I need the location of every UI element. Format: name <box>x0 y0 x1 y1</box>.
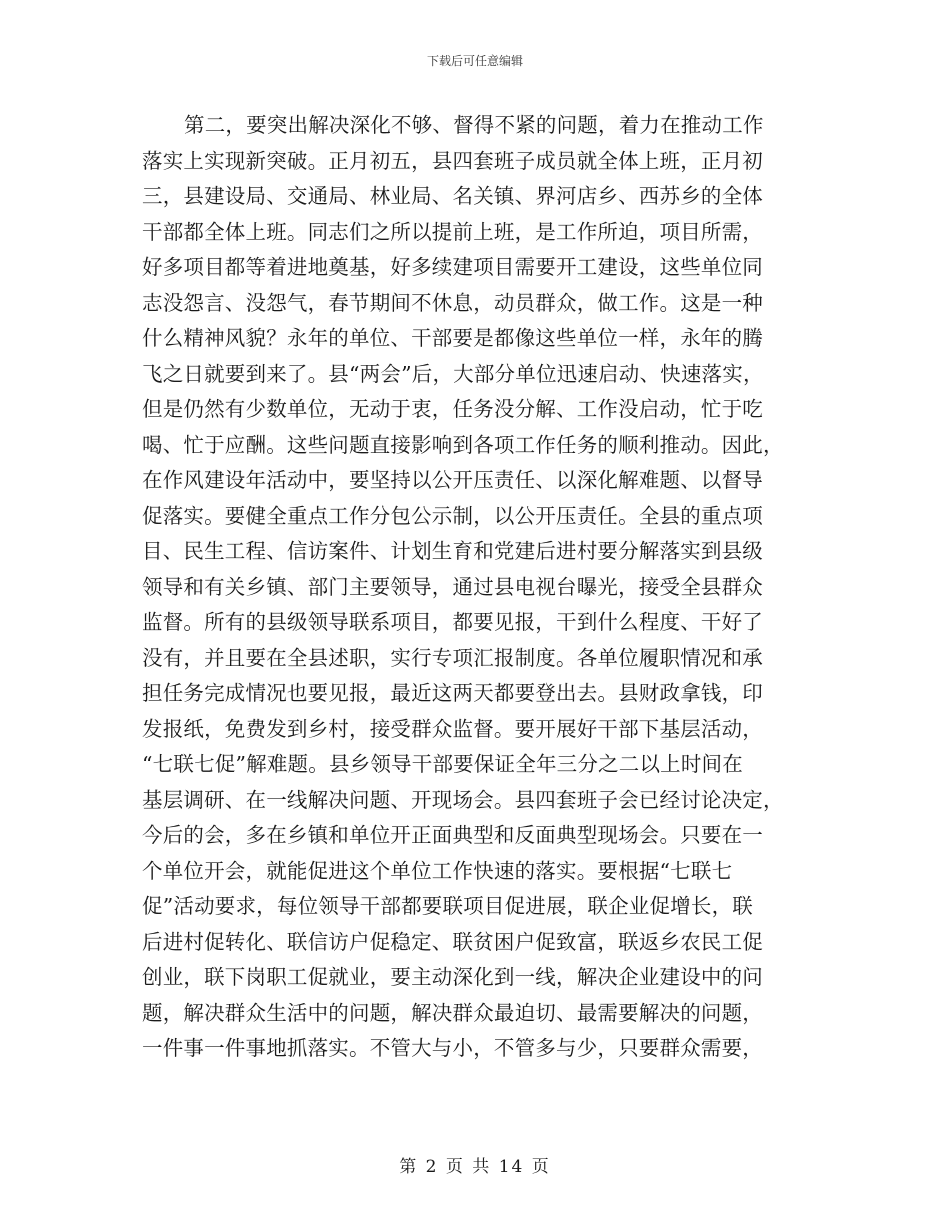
text-line: 三，县建设局、交通局、林业局、名关镇、界河店乡、西苏乡的全体 <box>142 184 763 208</box>
text-line: 基层调研、在一线解决问题、开现场会。县四套班子会已经讨论决定， <box>142 787 784 812</box>
text-line: 担任务完成情况也要见报，最近这两天都要登出去。县财政拿钱，印 <box>142 681 763 705</box>
text-line: 干部都全体上班。同志们之所以提前上班，是工作所迫，项目所需， <box>142 219 763 244</box>
text-line: 什么精神风貌？永年的单位、干部要是都像这些单位一样，永年的腾 <box>142 326 763 350</box>
text-line: 落实上实现新突破。正月初五，县四套班子成员就全体上班，正月初 <box>142 148 763 173</box>
text-line: 今后的会，多在乡镇和单位开正面典型和反面典型现场会。只要在一 <box>142 823 763 847</box>
text-line: 促”活动要求，每位领导干部都要联项目促进展，联企业促增长，联 <box>142 894 753 918</box>
text-line: 目、民生工程、信访案件、计划生育和党建后进村要分解落实到县级 <box>142 539 763 563</box>
text-line: 在作风建设年活动中，要坚持以公开压责任、以深化解难题、以督导 <box>142 468 763 492</box>
text-line: 好多项目都等着进地奠基，好多续建项目需要开工建设，这些单位同 <box>142 255 763 279</box>
text-line: 发报纸，免费发到乡村，接受群众监督。要开展好干部下基层活动， <box>142 716 763 741</box>
text-line: “七联七促”解难题。县乡领导干部要保证全年三分之二以上时间在 <box>142 752 743 776</box>
text-line: 飞之日就要到来了。县“两会”后，大部分单位迅速启动、快速落实， <box>142 361 764 386</box>
text-line: 但是仍然有少数单位，无动于衷，任务没分解、工作没启动，忙于吃 <box>142 397 763 421</box>
text-line: 促落实。要健全重点工作分包公示制，以公开压责任。全县的重点项 <box>142 503 763 528</box>
text-line: 一件事一件事地抓落实。不管大与小，不管多与少，只要群众需要， <box>142 1036 763 1060</box>
text-line: 领导和有关乡镇、部门主要领导，通过县电视台曝光，接受全县群众 <box>142 574 763 599</box>
text-line: 没有，并且要在全县述职，实行专项汇报制度。各单位履职情况和承 <box>142 645 763 670</box>
text-line: 志没怨言、没怨气，春节期间不休息，动员群众，做工作。这是一种 <box>142 290 763 315</box>
text-line: 第二，要突出解决深化不够、督得不紧的问题，着力在推动工作 <box>184 113 764 137</box>
text-line: 后进村促转化、联信访户促稳定、联贫困户促致富，联返乡农民工促 <box>142 929 763 954</box>
text-line: 喝、忙于应酬。这些问题直接影响到各项工作任务的顺利推动。因此， <box>142 432 784 457</box>
text-line: 题，解决群众生活中的问题，解决群众最迫切、最需要解决的问题， <box>142 1000 763 1025</box>
document-body <box>142 108 802 1067</box>
page-footer: 第 2 页 共 14 页 <box>399 1157 551 1177</box>
page-header: 下载后可任意编辑 <box>426 54 523 68</box>
text-line: 创业，联下岗职工促就业，要主动深化到一线，解决企业建设中的问 <box>142 965 763 989</box>
text-line: 监督。所有的县级领导联系项目，都要见报，干到什么程度、干好了 <box>142 610 763 634</box>
text-line: 个单位开会，就能促进这个单位工作快速的落实。要根据“七联七 <box>142 858 733 883</box>
